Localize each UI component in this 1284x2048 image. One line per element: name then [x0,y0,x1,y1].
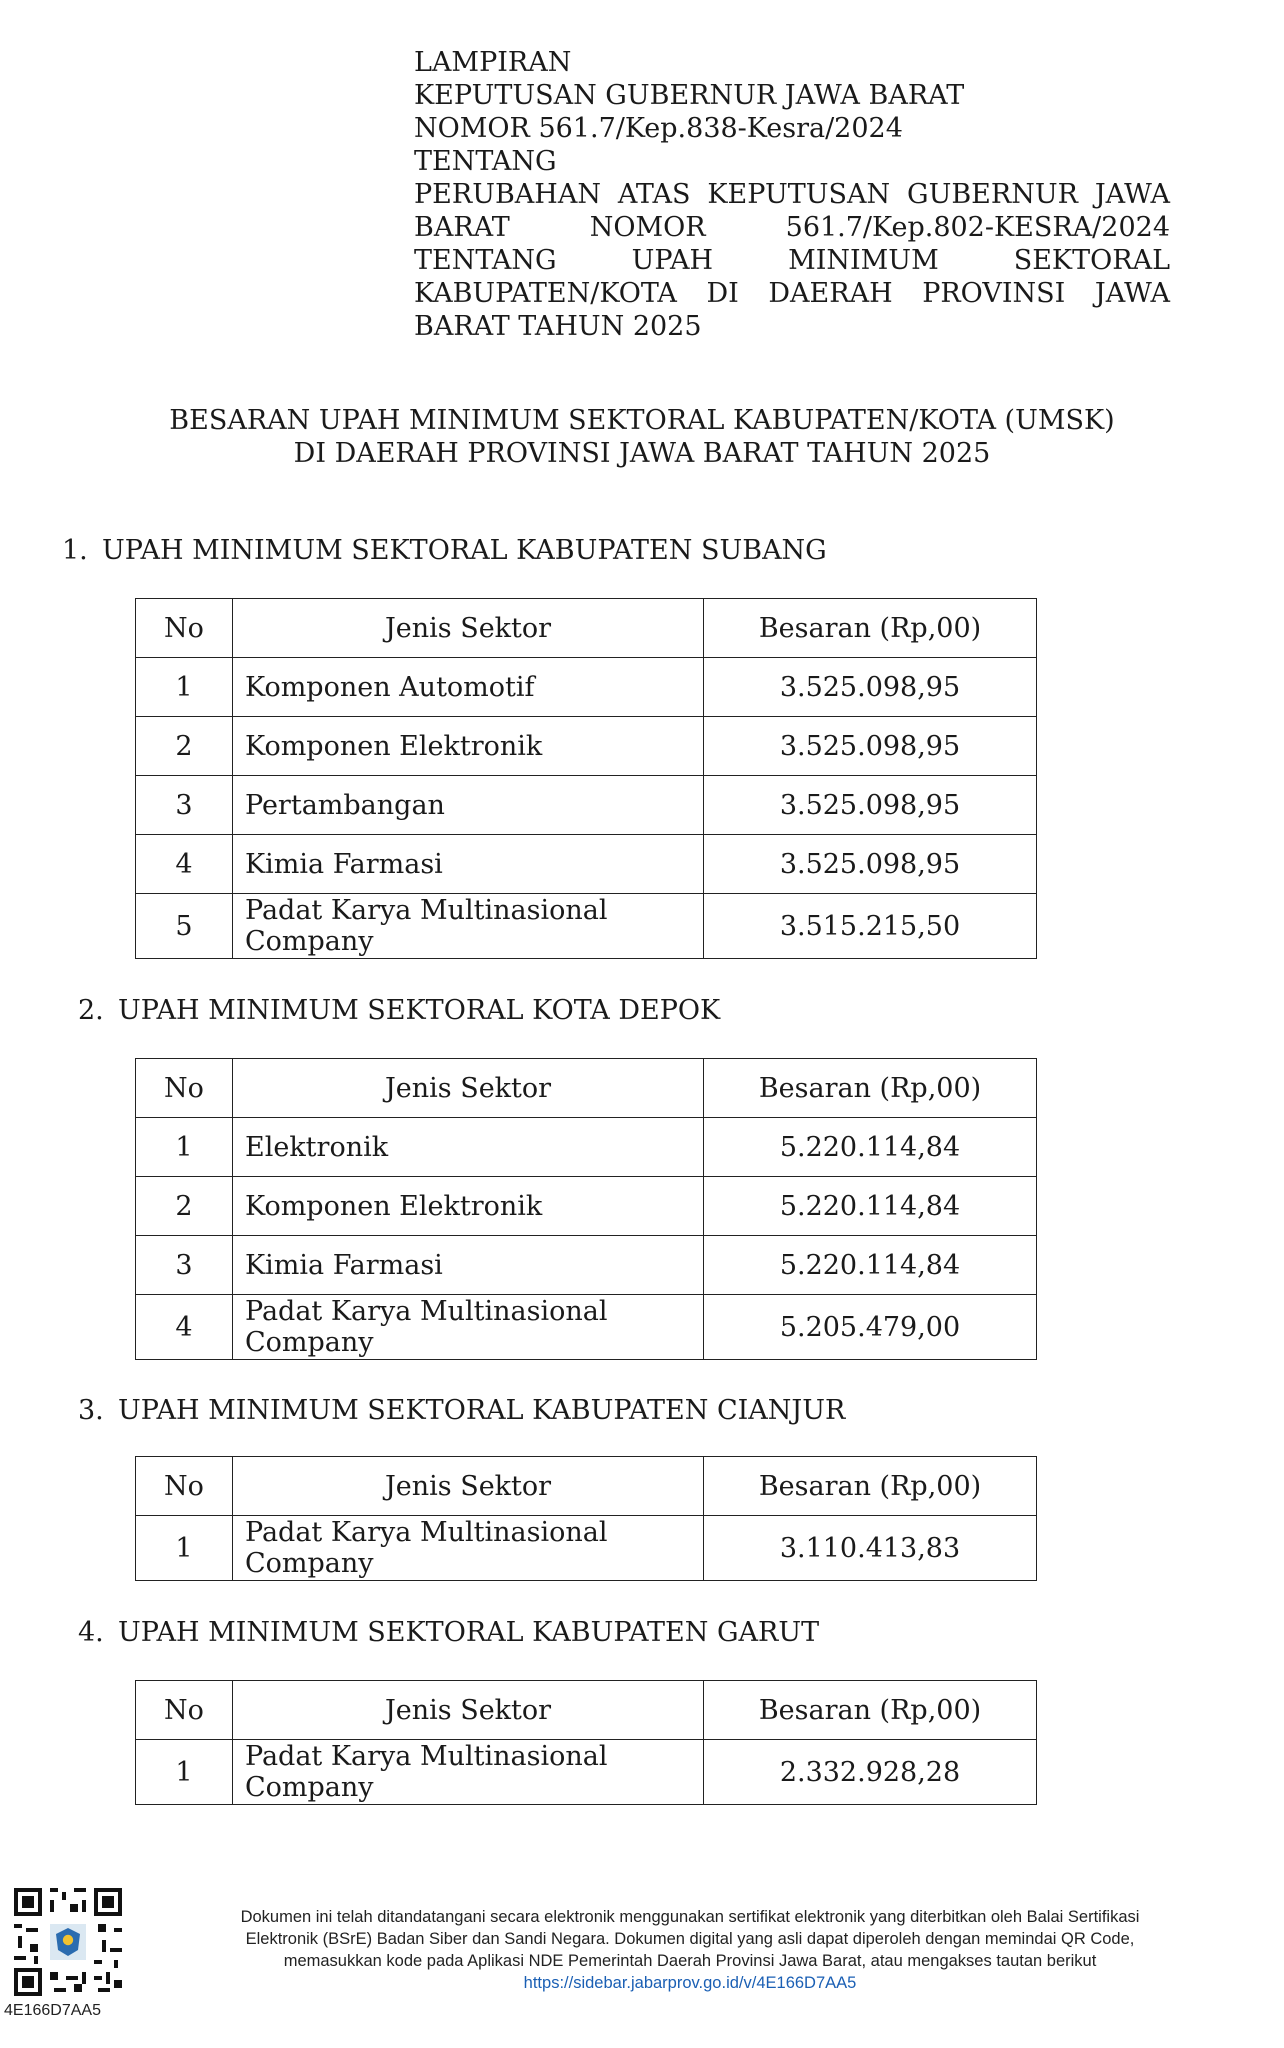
notice-line: memasukkan kode pada Aplikasi NDE Pemerintah Daerah Provinsi Jawa Barat, atau mengakses tautan berikut [283,1952,1097,1970]
cell-sektor: Elektronik [233,1118,704,1177]
cell-sektor [233,1295,704,1360]
cell-no: 1 [136,1740,233,1805]
cell-sektor [233,1740,704,1805]
table-header-row [136,1457,1037,1516]
cell-besaran: 5.205.479,00 [704,1295,1037,1360]
lampiran-line: BARAT NOMOR 561.7/Kep.802-KESRA/2024 [414,212,1170,243]
section-number: 4. [78,1617,104,1648]
sektor-line: Company [245,1772,374,1803]
header-besaran: Besaran (Rp,00) [704,1681,1037,1740]
lampiran-line: TENTANG [414,146,557,177]
table-row [136,717,1037,776]
lampiran-line: PERUBAHAN ATAS KEPUTUSAN GUBERNUR JAWA [414,179,1170,210]
lampiran-line: KABUPATEN/KOTA DI DAERAH PROVINSI JAWA [414,278,1170,309]
cell-sektor [233,1516,704,1581]
header-besaran: Besaran (Rp,00) [704,1059,1037,1118]
section-heading [78,1394,845,1427]
lampiran-line: LAMPIRAN [414,47,572,78]
header-jenis: Jenis Sektor [233,599,704,658]
cell-besaran: 2.332.928,28 [704,1740,1037,1805]
header-jenis: Jenis Sektor [233,1457,704,1516]
cell-besaran: 5.220.114,84 [704,1118,1037,1177]
table-row [136,1295,1037,1360]
cell-besaran: 3.110.413,83 [704,1516,1037,1581]
sektor-line: Company [245,1327,374,1358]
qr-code-icon[interactable] [14,1888,122,1996]
table-header-row [136,599,1037,658]
cell-besaran: 5.220.114,84 [704,1177,1037,1236]
verification-link[interactable]: https://sidebar.jabarprov.go.id/v/4E166D7AA5 [523,1974,857,1992]
sektor-line: Company [245,926,374,957]
title-line: DI DAERAH PROVINSI JAWA BARAT TAHUN 2025 [293,438,991,469]
table-row [136,894,1037,959]
section-title: UPAH MINIMUM SEKTORAL KABUPATEN SUBANG [102,535,827,566]
cell-besaran: 3.525.098,95 [704,835,1037,894]
cell-besaran: 3.525.098,95 [704,776,1037,835]
lampiran-header [414,46,1170,343]
header-no: No [136,1457,233,1516]
cell-sektor: Komponen Automotif [233,658,704,717]
header-besaran: Besaran (Rp,00) [704,599,1037,658]
section-heading [62,534,827,567]
umsk-table [135,598,1037,959]
table-row [136,1177,1037,1236]
cell-besaran: 5.220.114,84 [704,1236,1037,1295]
cell-no: 2 [136,717,233,776]
umsk-table [135,1456,1037,1581]
header-besaran: Besaran (Rp,00) [704,1457,1037,1516]
lampiran-line: BARAT TAHUN 2025 [414,311,702,342]
sektor-line: Padat Karya Multinasional [245,1517,608,1548]
cell-no: 5 [136,894,233,959]
cell-no: 1 [136,1516,233,1581]
lampiran-line: TENTANG UPAH MINIMUM SEKTORAL [414,245,1170,276]
cell-besaran: 3.515.215,50 [704,894,1037,959]
cell-no: 3 [136,1236,233,1295]
cell-sektor: Pertambangan [233,776,704,835]
table-header-row [136,1681,1037,1740]
section-number: 1. [62,535,88,566]
cell-besaran: 3.525.098,95 [704,717,1037,776]
cell-no: 1 [136,1118,233,1177]
sektor-line: Company [245,1548,374,1579]
notice-line: Elektronik (BSrE) Badan Siber dan Sandi Negara. Dokumen digital yang asli dapat diperoleh dengan memindai QR Code, [245,1930,1135,1948]
lampiran-line: NOMOR 561.7/Kep.838-Kesra/2024 [414,113,903,144]
table-row [136,1740,1037,1805]
header-no: No [136,1059,233,1118]
cell-besaran: 3.525.098,95 [704,658,1037,717]
header-jenis: Jenis Sektor [233,1681,704,1740]
e-signature-notice [170,1906,1210,1994]
cell-no: 4 [136,835,233,894]
cell-sektor [233,894,704,959]
cell-sektor: Kimia Farmasi [233,835,704,894]
header-no: No [136,1681,233,1740]
table-row [136,1516,1037,1581]
table-row [136,1236,1037,1295]
qr-code-text: 4E166D7AA5 [4,2002,101,2019]
section-number: 3. [78,1395,104,1426]
cell-sektor: Kimia Farmasi [233,1236,704,1295]
section-title: UPAH MINIMUM SEKTORAL KOTA DEPOK [118,995,721,1026]
sektor-line: Padat Karya Multinasional [245,1296,608,1327]
section-heading [78,1616,819,1649]
section-number: 2. [78,995,104,1026]
header-jenis: Jenis Sektor [233,1059,704,1118]
cell-no: 2 [136,1177,233,1236]
sektor-line: Padat Karya Multinasional [245,1741,608,1772]
umsk-table [135,1058,1037,1360]
umsk-table [135,1680,1037,1805]
table-row [136,835,1037,894]
section-title: UPAH MINIMUM SEKTORAL KABUPATEN CIANJUR [118,1395,846,1426]
notice-line: Dokumen ini telah ditandatangani secara elektronik menggunakan sertifikat elektronik yang diterbitkan oleh Balai Sertifikasi [240,1908,1140,1926]
cell-sektor: Komponen Elektronik [233,717,704,776]
table-row [136,776,1037,835]
cell-sektor: Komponen Elektronik [233,1177,704,1236]
header-no: No [136,599,233,658]
title-line: BESARAN UPAH MINIMUM SEKTORAL KABUPATEN/KOTA (UMSK) [169,405,1115,436]
table-header-row [136,1059,1037,1118]
sektor-line: Padat Karya Multinasional [245,895,608,926]
section-title: UPAH MINIMUM SEKTORAL KABUPATEN GARUT [118,1617,820,1648]
table-row [136,658,1037,717]
lampiran-line: KEPUTUSAN GUBERNUR JAWA BARAT [414,80,965,111]
section-heading [78,994,720,1027]
cell-no: 3 [136,776,233,835]
cell-no: 4 [136,1295,233,1360]
table-row [136,1118,1037,1177]
cell-no: 1 [136,658,233,717]
document-title [0,404,1284,470]
